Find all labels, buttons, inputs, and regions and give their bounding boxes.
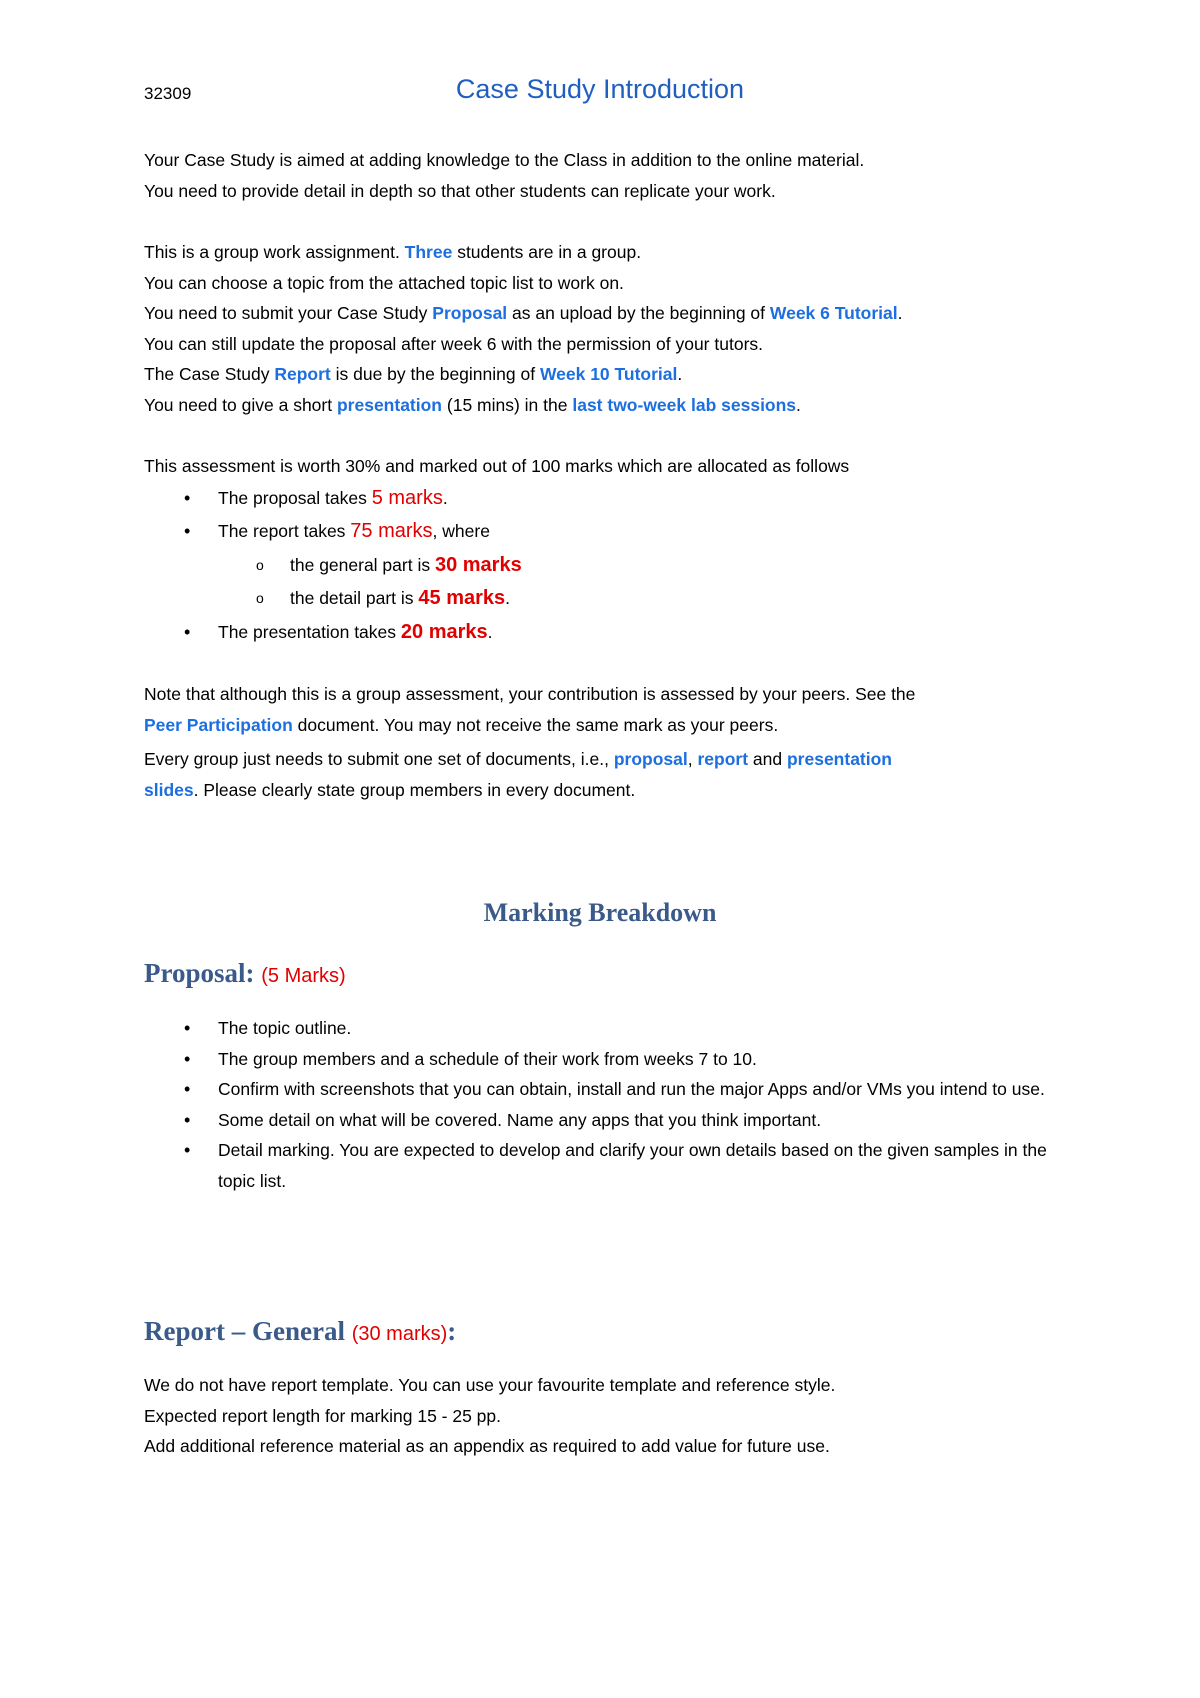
marks-value: 30 marks <box>434 553 522 576</box>
list-item: • Confirm with screenshots that you can obtain, install and run the major Apps and/or VMs you intend to use. <box>144 1074 1084 1105</box>
list-item: • The presentation takes 20 marks. <box>144 616 1064 650</box>
course-code: 32309 <box>144 84 192 103</box>
list-item: • The proposal takes 5 marks. <box>144 482 1064 516</box>
proposal-section <box>144 1013 1084 1197</box>
group-line: The Case Study Report is due by the beginning of Week 10 Tutorial. <box>144 364 683 385</box>
list-item: • Detail marking. You are expected to develop and clarify your own details based on the given samples in the topic list. <box>144 1135 1084 1196</box>
marks-value: 5 marks <box>371 486 443 509</box>
note-paragraph <box>144 679 1064 805</box>
note-line: Peer Participation document. You may not receive the same mark as your peers. <box>144 714 779 735</box>
assessment-section <box>144 451 1064 649</box>
list-item: • The group members and a schedule of their work from weeks 7 to 10. <box>144 1044 1084 1075</box>
marks-list <box>144 482 1064 549</box>
note-line: slides. Please clearly state group members in every document. <box>144 779 636 800</box>
marks-value: 45 marks <box>418 587 506 610</box>
highlight-week6: Week 6 Tutorial <box>769 303 898 324</box>
highlight-lab-sessions: last two-week lab sessions <box>572 394 797 415</box>
marks-list <box>144 616 1064 650</box>
highlight-three: Three <box>404 242 453 262</box>
list-item: • The report takes 75 marks, where <box>144 515 1064 549</box>
assessment-intro: This assessment is worth 30% and marked out of 100 marks which are allocated as follows <box>144 456 850 476</box>
list-item: • The topic outline. <box>144 1013 1084 1044</box>
report-line: Add additional reference material as an appendix as required to add value for future use. <box>144 1436 830 1457</box>
group-line: You can still update the proposal after week 6 with the permission of your tutors. <box>144 333 764 354</box>
intro-line: Your Case Study is aimed at adding knowledge to the Class in addition to the online material. <box>144 150 865 170</box>
list-item: • Some detail on what will be covered. Name any apps that you think important. <box>144 1105 1084 1136</box>
report-sub-list <box>144 549 1064 616</box>
marks-value: 75 marks <box>350 520 433 543</box>
highlight-report: Report <box>274 364 331 385</box>
highlight-week10: Week 10 Tutorial <box>539 364 678 385</box>
peer-participation-link: Peer Participation <box>144 714 293 735</box>
group-line: You need to submit your Case Study Proposal as an upload by the beginning of Week 6 Tutorial. <box>144 303 903 324</box>
proposal-marks: (5 Marks) <box>261 965 346 987</box>
sub-list-item: o the general part is 30 marks <box>144 549 1064 583</box>
document-header <box>144 74 1056 114</box>
group-line: You need to give a short presentation (15 mins) in the last two-week lab sessions. <box>144 394 801 415</box>
sub-list-item: o the detail part is 45 marks. <box>144 582 1064 616</box>
intro-line: You need to provide detail in depth so that other students can replicate your work. <box>144 180 776 201</box>
highlight-presentation: presentation <box>336 394 443 415</box>
report-general-heading: Report – General (30 marks): <box>144 1316 457 1346</box>
intro-paragraph <box>144 145 1064 206</box>
proposal-list <box>144 1013 1084 1197</box>
report-line: We do not have report template. You can use your favourite template and reference style. <box>144 1375 836 1395</box>
note-line: Every group just needs to submit one set of documents, i.e., proposal, report and presentation <box>144 749 893 770</box>
group-line: You can choose a topic from the attached topic list to work on. <box>144 272 624 293</box>
report-general-paragraph <box>144 1370 1064 1462</box>
document-title: Case Study Introduction <box>455 74 745 104</box>
group-line: This is a group work assignment. Three students are in a group. <box>144 242 642 262</box>
note-line: Note that although this is a group assessment, your contribution is assessed by your peers. See the <box>144 684 916 704</box>
marking-breakdown-title: Marking Breakdown <box>483 898 717 927</box>
group-paragraph <box>144 237 1064 421</box>
report-line: Expected report length for marking 15 - 25 pp. <box>144 1405 502 1426</box>
highlight-proposal: Proposal <box>432 303 508 324</box>
report-marks: (30 marks) <box>351 1323 448 1345</box>
marks-value: 20 marks <box>400 620 488 643</box>
proposal-heading: Proposal: (5 Marks) <box>144 958 346 988</box>
